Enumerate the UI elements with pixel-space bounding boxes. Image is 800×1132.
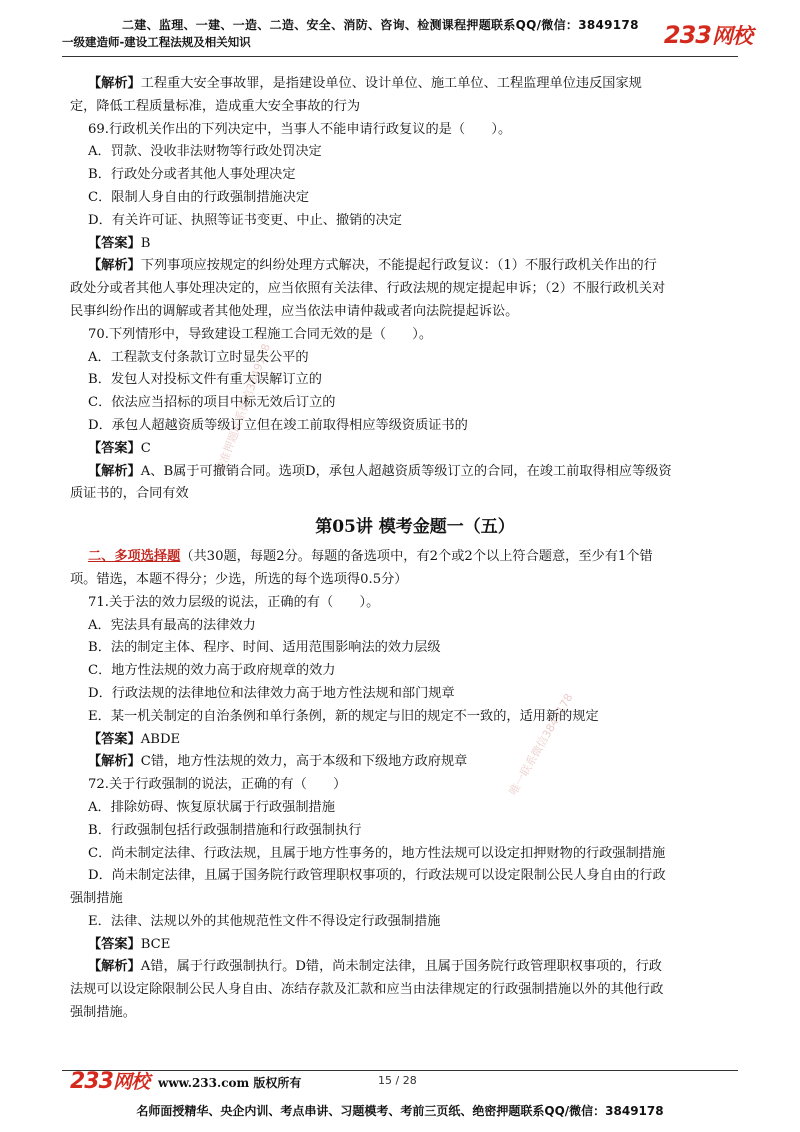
analysis-text: 工程重大安全事故罪，是指建设单位、设计单位、施工单位、工程监理单位违反国家规 (140, 76, 642, 91)
option: D．有关许可证、执照等证书变更、中止、撤销的决定 (88, 212, 402, 228)
footer-logo-text: 网校 (112, 1071, 149, 1093)
header-course-title: 一级建造师-建设工程法规及相关知识 (62, 35, 251, 49)
option: C．地方性法规的效力高于政府规章的效力 (88, 663, 336, 679)
analysis-line (88, 751, 742, 774)
analysis-line: 民事纠纷作出的调解或者其他处理，应当依法申请仲裁或者向法院提起诉讼。 (70, 303, 519, 319)
section-title: 第05讲 模考金题一（五） (315, 517, 515, 538)
analysis-tag: 【解析】 (88, 959, 141, 975)
option: B．法的制定主体、程序、时间、适用范围影响法的效力层级 (88, 640, 441, 656)
option: B．行政强制包括行政强制措施和行政强制执行 (88, 822, 362, 838)
analysis-text: A错，属于行政强制执行。D错，尚未制定法律，且属于国务院行政管理职权事项的，行政 (140, 959, 662, 975)
question-stem-70: 70.下列情形中，导致建设工程施工合同无效的是（ ）。 (88, 326, 433, 342)
answer-tag: 【答案】 (88, 440, 141, 456)
option: C．尚未制定法律、行政法规，且属于地方性事务的，地方性法规可以设定扣押财物的行政强制措施 (88, 845, 666, 861)
analysis-line: 法规可以设定除限制公民人身自由、冻结存款及汇款和应当由法律规定的行政强制措施以外的其他行政 (70, 982, 664, 998)
header-logo-number: 233 (663, 21, 711, 49)
analysis-text: 下列事项应按规定的纠纷处理方式解决，不能提起行政复议：（1）不服行政机关作出的行 (140, 258, 657, 274)
analysis-tag: 【解析】 (88, 258, 141, 274)
section-intro (88, 546, 742, 569)
question-stem-71: 71.关于法的效力层级的说法，正确的有（ ）。 (88, 594, 380, 610)
header-rule (62, 56, 738, 57)
answer-value: ABDE (140, 731, 181, 747)
option: A．宪法具有最高的法律效力 (88, 617, 256, 633)
analysis-line (88, 956, 742, 979)
section-intro-line: 项。错选，本题不得分；少选，所选的每个选项得0.5分） (70, 571, 408, 587)
footer-ad: 名师面授精华、央企内训、考点串讲、习题模考、考前三页纸、绝密押题联系QQ/微信：3849178 (136, 1104, 664, 1118)
watermark-1: 精准押题联系微信3849178 (213, 341, 273, 476)
answer-value: B (140, 235, 151, 251)
question-stem-72: 72.关于行政强制的说法，正确的有（ ） (88, 777, 347, 793)
option: A．工程款支付条款订立时显失公平的 (88, 349, 309, 365)
answer-line (88, 934, 742, 957)
analysis-line: 强制措施。 (70, 1005, 136, 1021)
analysis-tag: 【解析】 (88, 76, 141, 91)
analysis-tag: 【解析】 (88, 754, 141, 770)
option: D．尚未制定法律，且属于国务院行政管理职权事项的，行政法规可以设定限制公民人身自由的行政 (88, 868, 666, 884)
analysis-line (88, 73, 742, 96)
question-stem-69: 69.行政机关作出的下列决定中，当事人不能申请行政复议的是（ ）。 (88, 121, 512, 137)
option-continuation: 强制措施 (70, 891, 123, 907)
option: A．排除妨碍、恢复原状属于行政强制措施 (88, 799, 335, 815)
analysis-line: 政处分或者其他人事处理决定的，应当依照有关法律、行政法规的规定提起申诉；（2）不服行政机关对 (70, 281, 666, 297)
option: A．罚款、没收非法财物等行政处罚决定 (88, 144, 322, 160)
answer-tag: 【答案】 (88, 731, 141, 747)
analysis-tag: 【解析】 (88, 463, 141, 479)
analysis-line (88, 461, 742, 484)
analysis-text: C错，地方性法规的效力，高于本级和下级地方政府规章 (140, 754, 468, 770)
page-header (62, 14, 752, 54)
answer-value: BCE (140, 936, 171, 952)
answer-tag: 【答案】 (88, 936, 141, 952)
analysis-line: 质证书的，合同有效 (70, 486, 189, 502)
footer-logo-number: 233 (70, 1069, 113, 1094)
answer-line (88, 233, 742, 256)
option: E．某一机关制定的自治条例和单行条例，新的规定与旧的规定不一致的，适用新的规定 (88, 708, 599, 724)
header-ad-line: 二建、监理、一建、一造、二造、安全、消防、咨询、检测课程押题联系QQ/微信：3849178 (122, 18, 639, 32)
answer-line (88, 729, 742, 752)
analysis-line (88, 255, 742, 278)
document-body (70, 73, 742, 1025)
option: C．依法应当招标的项目中标无效后订立的 (88, 395, 336, 411)
header-logo (664, 20, 752, 50)
analysis-text: A、B属于可撤销合同。选项D，承包人超越资质等级订立的合同，在竣工前取得相应等级资 (140, 463, 672, 479)
section-intro-text: （共30题，每题2分。每题的备选项中，有2个或2个以上符合题意，至少有1个错 (180, 549, 653, 565)
option: D．承包人超越资质等级订立但在竣工前取得相应等级资质证书的 (88, 417, 468, 433)
page-number: 15 / 28 (378, 1074, 417, 1087)
option: C．限制人身自由的行政强制措施决定 (88, 189, 310, 205)
watermark-2: 唯一联系微信3849178 (506, 691, 576, 798)
footer-site: www.233.com 版权所有 (158, 1076, 302, 1090)
option: D．行政法规的法律地位和法律效力高于地方性法规和部门规章 (88, 685, 455, 701)
option: B．行政处分或者其他人事处理决定 (88, 167, 296, 183)
analysis-line: 定，降低工程质量标准，造成重大安全事故的行为 (70, 98, 361, 114)
footer-logo (70, 1067, 149, 1094)
answer-value: C (140, 440, 151, 456)
option: B．发包人对投标文件有重大误解订立的 (88, 372, 322, 388)
answer-tag: 【答案】 (88, 235, 141, 251)
answer-line (88, 438, 742, 461)
footer-rule (62, 1070, 738, 1071)
option: E．法律、法规以外的其他规范性文件不得设定行政强制措施 (88, 913, 441, 929)
header-logo-text: 网校 (712, 24, 752, 48)
section-intro-head: 二、多项选择题 (88, 549, 181, 565)
